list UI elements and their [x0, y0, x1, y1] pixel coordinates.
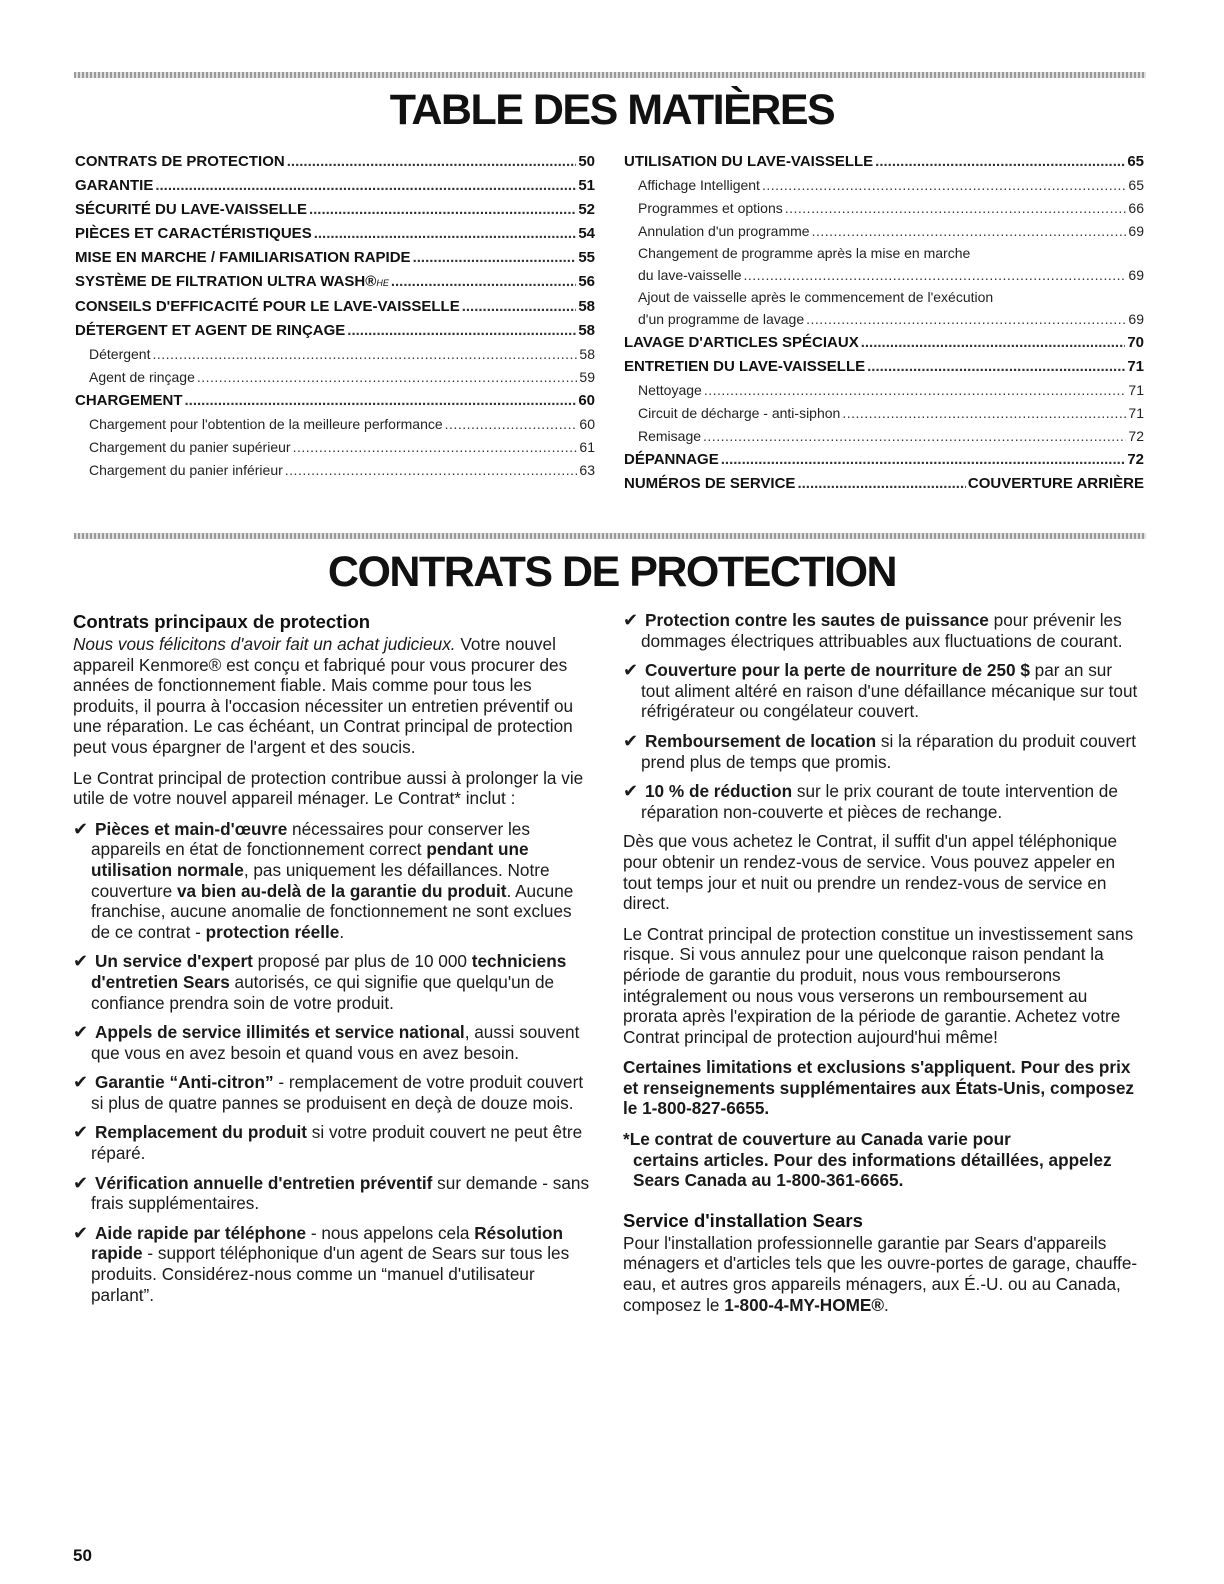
checkmark-icon: ✔ [623, 730, 639, 751]
contracts-left-column [73, 610, 593, 1314]
toc-dot-leader [861, 331, 1126, 355]
toc-entry-label: Nettoyage [638, 382, 702, 398]
toc-page-number: 59 [579, 369, 595, 385]
toc-dot-leader [152, 343, 577, 366]
toc-dot-leader [347, 319, 576, 343]
toc-entry[interactable] [624, 220, 1144, 243]
checkmark-icon: ✔ [73, 1222, 89, 1243]
checkmark-icon: ✔ [73, 1122, 89, 1143]
toc-dot-leader [391, 270, 576, 294]
service-paragraph: Dès que vous achetez le Contrat, il suffit d'un appel téléphonique pour obtenir un rendez-vous de service. Vous pouvez appeler en tout temps jour et nuit ou prendre un rendez-vous de service en direct. [623, 831, 1118, 914]
limitations-note: Certaines limitations et exclusions s'appliquent. Pour des prix et renseignements supplémentaires aux États-Unis, composez le 1-800-827-6655. [623, 1057, 1135, 1119]
toc-entry[interactable] [75, 366, 595, 389]
toc-page-number: 65 [1127, 153, 1144, 170]
toc-dot-leader [285, 459, 578, 482]
toc-dot-leader [867, 355, 1125, 379]
toc-dot-leader [309, 198, 576, 222]
toc-page-number: 61 [579, 439, 595, 455]
contracts-title: CONTRATS DE PROTECTION [327, 548, 897, 596]
toc-page-number: 52 [578, 201, 595, 218]
toc-dot-leader [287, 150, 577, 174]
toc-entry[interactable] [75, 343, 595, 366]
toc-entry[interactable] [75, 319, 595, 343]
toc-entry[interactable] [75, 459, 595, 482]
toc-dot-leader [704, 379, 1127, 402]
toc-page-number: 54 [578, 225, 595, 242]
checkmark-icon: ✔ [73, 1072, 89, 1093]
toc-right-column [624, 150, 1144, 496]
toc-page-number: 51 [578, 177, 595, 194]
toc-page-number: 69 [1128, 267, 1144, 283]
bullet-parts-labor: ✔ Pièces et main-d'œuvre nécessaires pour conserver les appareils en état de fonctionnement correct pendant une utilisation normale, pas uniquement les défaillances. Notre couverture va bien au-delà de la garantie du produit. Aucune franchise, aucune anomalie de fonctionnement ne sont exclues de ce contrat - protection réelle. [73, 818, 574, 942]
toc-dot-leader [785, 197, 1127, 220]
toc-page-number: 66 [1128, 200, 1144, 216]
page-number: 50 [73, 1546, 92, 1565]
toc-dot-leader [185, 389, 577, 413]
toc-page-number: 50 [578, 153, 595, 170]
toc-dot-leader [413, 246, 577, 270]
toc-entry-label: LAVAGE D'ARTICLES SPÉCIAUX [624, 334, 859, 351]
toc-dot-leader [197, 366, 578, 389]
toc-entry[interactable] [624, 308, 1144, 331]
toc-entry[interactable] [75, 295, 595, 319]
toc-entry-line: Ajout de vaisselle après le commencement de l'exécution [638, 289, 994, 305]
toc-entry[interactable] [624, 150, 1144, 174]
toc-entry-label: SYSTÈME DE FILTRATION ULTRA WASH® [75, 273, 377, 290]
toc-entry-label: PIÈCES ET CARACTÉRISTIQUES [75, 225, 312, 242]
toc-entry-label: UTILISATION DU LAVE-VAISSELLE [624, 153, 874, 170]
toc-dot-leader [445, 413, 578, 436]
intro-paragraph: Nous vous félicitons d'avoir fait un achat judicieux. Votre nouvel appareil Kenmore® est conçu et fabriqué pour vous procurer des années de fonctionnement fiable. Mais comme pour tous les produits, il pourra à l'occasion nécessiter un entretien préventif ou une réparation. Le cas échéant, un Contrat principal de protection peut vous épargner de l'argent et des soucis. [73, 634, 574, 757]
toc-entry[interactable] [624, 197, 1144, 220]
bullet-expert-service: ✔ Un service d'expert proposé par plus de 10 000 techniciens d'entretien Sears autorisés, ce qui signifie que quelqu'un de confiance prendra soin de votre produit. [73, 951, 567, 1013]
toc-entry[interactable] [624, 448, 1144, 472]
bullet-lemon-guarantee: ✔ Garantie “Anti-citron” - remplacement de votre produit couvert si plus de quatre pannes se produisent en deçà de douze mois. [73, 1072, 584, 1113]
bullet-rental-reimbursement: ✔ Remboursement de location si la réparation du produit couvert prend plus de temps que promis. [623, 730, 1136, 772]
checkmark-icon: ✔ [73, 1172, 89, 1193]
toc-dot-leader [744, 264, 1127, 287]
toc-left-column [75, 150, 595, 482]
installation-heading: Service d'installation Sears [623, 1209, 863, 1231]
bullet-product-replacement: ✔ Remplacement du produit si votre produit couvert ne peut être réparé. [73, 1122, 583, 1164]
bullet-phone-help: ✔ Aide rapide par téléphone - nous appelons cela Résolution rapide - support téléphonique d'un agent de Sears sur tous les produits. Considérez-nous comme un “manuel d'utilisateur parlant”. [73, 1222, 570, 1305]
toc-entry-label: Remisage [638, 428, 702, 444]
toc-page-number: 69 [1128, 311, 1144, 327]
toc-dot-leader [155, 174, 576, 198]
toc-page-number: 71 [1128, 382, 1144, 398]
risk-free-paragraph: Le Contrat principal de protection constitue un investissement sans risque. Si vous annulez pour une quelconque raison pendant la période de garantie du produit, nous vous rembourserons intégralement ou nous vous verserons un remboursement au prorata après l'expiration de la période de garantie. Achetez votre Contrat principal de protection aujourd'hui même! [623, 923, 1134, 1047]
toc-page-number: COUVERTURE ARRIÈRE [967, 475, 1144, 492]
toc-entry-label: Chargement du panier inférieur [89, 462, 283, 478]
bullet-power-surge: ✔ Protection contre les sautes de puissance pour prévenir les dommages électriques attribuables aux fluctuations de courant. [623, 610, 1123, 651]
toc-page-number: 58 [579, 346, 595, 362]
toc-dot-leader [762, 174, 1126, 197]
toc-dot-leader [703, 425, 1126, 448]
toc-entry-label: Annulation d'un programme [638, 223, 810, 239]
toc-entry[interactable] [624, 402, 1144, 425]
contracts-right-column [623, 610, 1143, 1325]
toc-page-number: 65 [1128, 177, 1144, 193]
toc-page-number: 58 [578, 322, 595, 339]
toc-dot-leader [806, 308, 1126, 331]
toc-entry-label: Programmes et options [638, 200, 783, 216]
toc-entry-label: Chargement du panier supérieur [89, 439, 291, 455]
toc-page-number: 72 [1128, 428, 1144, 444]
checkmark-icon: ✔ [623, 781, 639, 802]
toc-title: TABLE DES MATIÈRES [389, 86, 835, 134]
toc-entry-label: Agent de rinçage [89, 369, 195, 385]
toc-entry-label: du lave-vaisselle [638, 267, 742, 283]
toc-entry-label: CHARGEMENT [75, 392, 183, 409]
toc-entry-line: Changement de programme après la mise en marche [638, 245, 971, 261]
toc-entry[interactable] [75, 174, 595, 198]
toc-page-number: 60 [578, 392, 595, 409]
toc-entry[interactable] [624, 379, 1144, 402]
toc-page-number: 69 [1128, 223, 1144, 239]
toc-entry[interactable] [75, 246, 595, 270]
section-heading: Contrats principaux de protection [73, 611, 371, 632]
toc-dot-leader [842, 402, 1126, 425]
bullet-food-loss: ✔ Couverture pour la perte de nourriture de 250 $ par an sur tout aliment altéré en raison d'une défaillance mécanique sur tout réfrigérateur ou congélateur couvert. [623, 660, 1138, 722]
toc-page-number: 72 [1127, 451, 1144, 468]
toc-page-number: 56 [578, 273, 595, 290]
toc-entry[interactable] [75, 389, 595, 413]
toc-entry[interactable] [624, 472, 1144, 496]
toc-entry-superscript: HE [376, 278, 389, 288]
toc-entry-label: DÉPANNAGE [624, 451, 719, 468]
toc-page-number: 63 [579, 462, 595, 478]
toc-dot-leader [721, 448, 1126, 472]
toc-entry-label: Affichage Intelligent [638, 177, 760, 193]
canada-note: *Le contrat de couverture au Canada varie pour certains articles. Pour des informations détaillées, appelez Sears Canada au 1-800-361-6665. [623, 1129, 1112, 1191]
toc-entry[interactable] [75, 198, 595, 222]
toc-entry-label: Détergent [89, 346, 151, 362]
toc-entry[interactable] [624, 355, 1144, 379]
toc-entry-label: DÉTERGENT ET AGENT DE RINÇAGE [75, 322, 346, 339]
contract-paragraph: Le Contrat principal de protection contribue aussi à prolonger la vie utile de votre nouvel appareil ménager. Le Contrat* inclut : [73, 767, 584, 809]
toc-entry-label: GARANTIE [75, 177, 154, 194]
toc-dot-leader [462, 295, 577, 319]
toc-dot-leader [293, 436, 578, 459]
toc-entry[interactable] [624, 174, 1144, 197]
toc-page-number: 58 [578, 298, 595, 315]
toc-entry[interactable] [75, 436, 595, 459]
top-divider [74, 72, 1146, 78]
toc-dot-leader [812, 220, 1127, 243]
toc-entry-label: d'un programme de lavage [638, 311, 805, 327]
checkmark-icon: ✔ [73, 951, 89, 972]
toc-entry[interactable] [75, 222, 595, 246]
toc-entry[interactable] [75, 413, 595, 436]
bullet-annual-check: ✔ Vérification annuelle d'entretien préventif sur demande - sans frais supplémentaires. [73, 1172, 590, 1214]
checkmark-icon: ✔ [623, 610, 639, 630]
installation-paragraph: Pour l'installation professionnelle garantie par Sears d'appareils ménagers et d'articles tels que les ouvre-portes de garage, chauffe-eau, et autres gros appareils ménagers, aux É.-U. ou au Canada, composez le 1-800-4-MY-HOME®. [623, 1232, 1138, 1315]
bullet-discount: ✔ 10 % de réduction sur le prix courant de toute intervention de réparation non-couverte et pièces de rechange. [623, 781, 1118, 822]
toc-entry-label: CONSEILS D'EFFICACITÉ POUR LE LAVE-VAISSELLE [75, 298, 460, 315]
toc-entry-label: CONTRATS DE PROTECTION [75, 153, 285, 170]
toc-entry-label: ENTRETIEN DU LAVE-VAISSELLE [624, 358, 866, 375]
toc-dot-leader [875, 150, 1125, 174]
toc-entry-label: MISE EN MARCHE / FAMILIARISATION RAPIDE [75, 249, 411, 266]
toc-entry-label: Circuit de décharge - anti-siphon [638, 405, 841, 421]
toc-page-number: 70 [1127, 334, 1144, 351]
toc-entry[interactable] [624, 331, 1144, 355]
toc-page-number: 71 [1128, 405, 1144, 421]
toc-dot-leader [797, 472, 965, 496]
toc-entry-label: NUMÉROS DE SERVICE [624, 475, 796, 492]
toc-entry[interactable] [624, 425, 1144, 448]
toc-dot-leader [314, 222, 577, 246]
toc-page-number: 60 [579, 416, 595, 432]
toc-page-number: 55 [578, 249, 595, 266]
checkmark-icon: ✔ [623, 660, 639, 681]
checkmark-icon: ✔ [73, 1022, 89, 1043]
toc-entry[interactable] [624, 264, 1144, 287]
toc-entry-label: SÉCURITÉ DU LAVE-VAISSELLE [75, 201, 307, 218]
toc-entry[interactable] [75, 150, 595, 174]
toc-entry-label: Chargement pour l'obtention de la meilleure performance [89, 416, 443, 432]
toc-entry[interactable] [75, 270, 595, 295]
section-divider [74, 533, 1146, 539]
checkmark-icon: ✔ [73, 818, 89, 839]
toc-page-number: 71 [1127, 358, 1144, 375]
bullet-unlimited-calls: ✔ Appels de service illimités et service national, aussi souvent que vous en avez besoin et quand vous en avez besoin. [73, 1022, 580, 1063]
